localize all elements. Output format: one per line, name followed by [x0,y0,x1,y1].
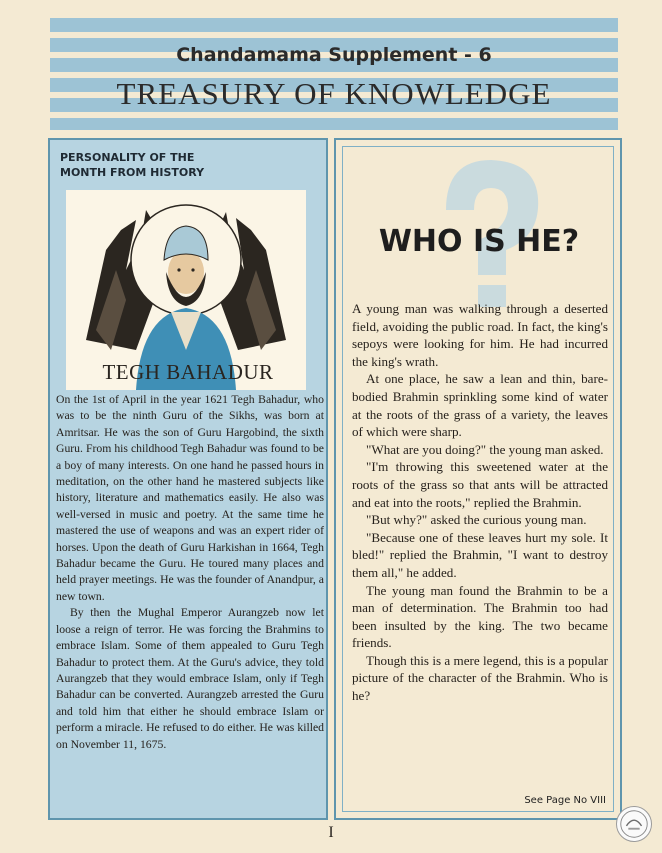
section-title-line1: PERSONALITY OF THE [60,151,195,164]
section-title [60,150,260,180]
see-page-reference: See Page No VIII [524,795,606,806]
page-title: TREASURY OF KNOWLEDGE [116,76,552,111]
supplement-title: Chandamama Supplement - 6 [176,44,492,66]
quiz-title: WHO IS HE? [378,224,580,259]
personality-body [56,392,324,753]
personality-paragraph-2: By then the Mughal Emperor Aurangzeb now let loose a reign of terror. He was forcing the Brahmins to embrace Islam. Some of them appealed to Guru Tegh Bahadur to protect them. At the Guru's advice, they told Aurangzeb that they would embrace Islam, only if Tegh Bahadur can be converted. Aurangzeb arrested the Guru and told him that either he should embrace Islam or perform a miracle. He refused to do either. He was killed on November 11, 1675. [56,606,324,751]
quiz-paragraph-5: "But why?" asked the curious young man. [366,512,587,528]
section-title-line2: MONTH FROM HISTORY [60,166,205,179]
quiz-paragraph-1: A young man was walking through a deserted field, avoiding the public road. In fact, the king's sepoys were looking for him. He had incurred the king's wrath. [352,301,608,369]
quiz-paragraph-8: Though this is a mere legend, this is a popular picture of the character of the Brahmin. Who is he? [352,652,608,704]
quiz-paragraph-3: "What are you doing?" the young man asked. [366,441,604,457]
quiz-paragraph-2: At one place, he saw a lean and thin, bare-bodied Brahmin sprinkling some kind of water at the roots of the grass of a variety, the leaves of which were sharp. [352,371,608,440]
personality-panel [48,138,328,820]
quiz-panel [334,138,622,820]
quiz-body [352,300,608,705]
quiz-paragraph-4: "I'm throwing this sweetened water at the roots of the grass so that ants will be attracted and eat into the roots," replied the Brahmin. [352,459,608,510]
personality-name: TEGH BAHADUR [102,360,274,384]
header-stripes [50,18,618,130]
library-stamp-icon [616,806,652,842]
personality-paragraph-1: On the 1st of April in the year 1621 Tegh Bahadur, who was to be the ninth Guru of the Sikhs, was born at Amritsar. He was the son of Guru Hargobind, the sixth Guru. From his childhood Tegh Bahadur was found to be a boy of many interests. On one hand he passed hours in meditation, on the other hand he mastered subjects like history, literature and mathematics easily. He also was well-versed in music and poetry. At the same time he mastered the use of weapons and was an expert rider of horses. Upon the death of Guru Harkishan in 1664, Tegh Bahadur became the Guru. He toured many places and held prayer meetings. He was the founder of Anandpur, a new town. [56,393,324,603]
page-number: I [328,824,334,841]
quiz-paragraph-6: "Because one of these leaves hurt my sole. It bled!" replied the Brahmin, "I want to destroy them all," he added. [352,529,608,580]
quiz-paragraph-7: The young man found the Brahmin to be a man of determination. The Brahmin too had been insulted by the king. The two became friends. [352,582,608,651]
